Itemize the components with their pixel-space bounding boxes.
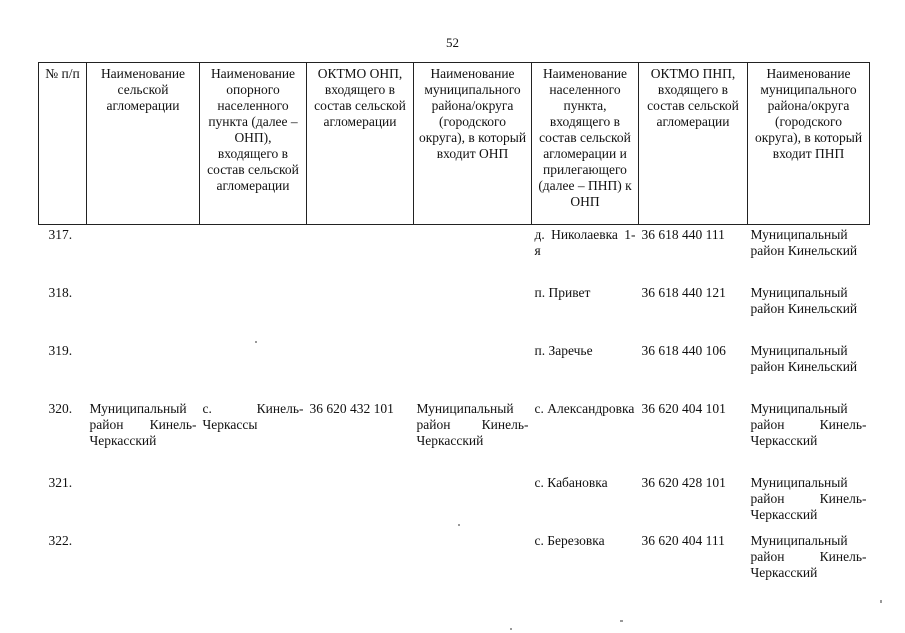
onp-oktmo-cell [307, 225, 414, 283]
pnp-district-cell: Муниципальный район Кинель-Черкасский [750, 400, 867, 448]
header-agglomeration: Наименование сельской агломерации [87, 63, 200, 225]
onp-cell [200, 531, 307, 589]
pnp-district-cell: Муниципальный район Кинельский [750, 227, 858, 258]
pnp-district-cell: Муниципальный район Кинель-Черкасский [750, 532, 867, 580]
header-onp-district: Наименование муниципального района/округа (городского округа), в который входит ОНП [414, 63, 532, 225]
header-onp-oktmo: ОКТМО ОНП, входящего в состав сельской агломерации [307, 63, 414, 225]
scan-speck [510, 628, 512, 630]
onp-oktmo-cell [307, 283, 414, 341]
table-row [39, 225, 870, 283]
onp-district-cell [414, 225, 532, 283]
table-row [39, 283, 870, 341]
table-row [39, 531, 870, 589]
header-pnp-oktmo: ОКТМО ПНП, входящего в состав сельской агломерации [639, 63, 748, 225]
pnp-district-cell: Муниципальный район Кинельский [750, 342, 858, 374]
header-row [39, 63, 870, 225]
onp-cell [200, 283, 307, 341]
onp-cell [200, 473, 307, 531]
row-number: 320. [48, 400, 73, 416]
onp-oktmo-cell [307, 473, 414, 531]
page-number: 52 [446, 35, 459, 50]
agglomeration-cell [87, 341, 200, 399]
onp-oktmo-cell [307, 341, 414, 399]
onp-district-cell [414, 531, 532, 589]
header-pnp-district: Наименование муниципального района/округа (городского округа), в который входит ПНП [748, 63, 870, 225]
onp-district-cell [414, 341, 532, 399]
pnp-cell: с. Александровка [534, 400, 635, 416]
pnp-cell: с. Березовка [534, 532, 605, 548]
pnp-oktmo-cell: 36 620 404 101 [641, 400, 726, 416]
header-onp: Наименование опорного населенного пункта (далее – ОНП), входящего в состав сельской агломерации [200, 63, 307, 225]
pnp-oktmo-cell: 36 618 440 121 [641, 284, 726, 300]
pnp-oktmo-cell: 36 620 428 101 [641, 474, 726, 490]
scan-speck [880, 600, 882, 603]
pnp-cell: д. Николаевка 1-я [534, 227, 636, 258]
scan-speck [620, 620, 623, 622]
table-row [39, 341, 870, 399]
scan-speck [458, 524, 460, 526]
row-number: 321. [48, 474, 73, 490]
onp-cell: с. Кинель-Черкассы [202, 400, 304, 432]
pnp-cell: с. Кабановка [534, 474, 608, 490]
table-row [39, 399, 870, 473]
pnp-cell: п. Привет [534, 284, 591, 300]
onp-oktmo-cell [307, 531, 414, 589]
onp-oktmo-cell: 36 620 432 101 [309, 400, 394, 416]
pnp-oktmo-cell: 36 618 440 106 [641, 342, 726, 358]
onp-cell [200, 341, 307, 399]
agglomeration-cell [87, 473, 200, 531]
row-number: 319. [48, 342, 73, 358]
pnp-oktmo-cell: 36 618 440 111 [641, 227, 725, 242]
onp-district-cell: Муниципальный район Кинель-Черкасский [416, 400, 529, 448]
row-number: 322. [48, 532, 73, 548]
agglomeration-cell: Муниципальный район Кинель-Черкасский [89, 400, 197, 448]
pnp-district-cell: Муниципальный район Кинельский [750, 284, 858, 316]
table-row [39, 473, 870, 531]
header-pnp: Наименование населенного пункта, входящего в состав сельской агломерации и прилегающего (далее – ПНП) к ОНП [532, 63, 639, 225]
header-num: № п/п [39, 63, 87, 225]
scan-speck [255, 341, 257, 343]
pnp-oktmo-cell: 36 620 404 111 [641, 532, 725, 548]
pnp-cell: п. Заречье [534, 342, 593, 358]
row-number: 317. [48, 227, 73, 242]
onp-district-cell [414, 473, 532, 531]
agglomeration-table [38, 62, 870, 589]
pnp-district-cell: Муниципальный район Кинель-Черкасский [750, 474, 867, 522]
agglomeration-cell [87, 225, 200, 283]
agglomeration-cell [87, 283, 200, 341]
row-number: 318. [48, 284, 73, 300]
agglomeration-cell [87, 531, 200, 589]
onp-district-cell [414, 283, 532, 341]
onp-cell [200, 225, 307, 283]
